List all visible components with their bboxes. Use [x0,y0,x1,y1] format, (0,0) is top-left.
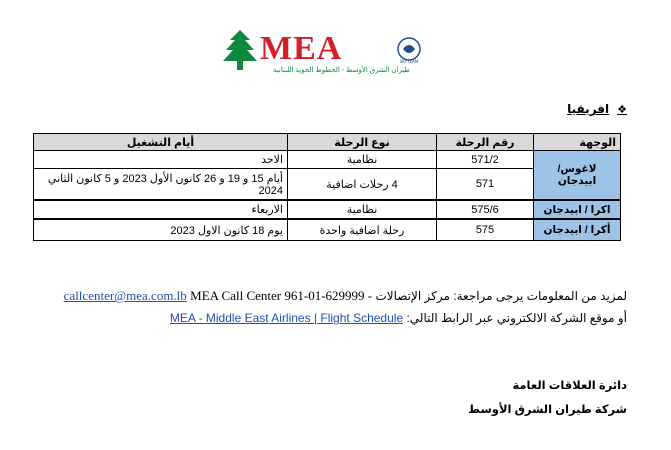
table-header-row [34,134,621,151]
destination-cell: لاغوس/ ابيدجان [534,151,621,201]
operating-days-cell: الاربعاء [34,200,288,219]
brand-wordmark: MEA [260,30,343,67]
company-name: شركة طيران الشرق الأوسط [468,404,627,416]
header-flight-type: نوع الرحلة [288,134,437,151]
table-row [34,151,621,169]
flight-type-cell: رحلة اضافية واحدة [288,219,437,241]
header-operating-days: أيام التشغيل [34,134,288,151]
contact-line [64,288,627,304]
flight-schedule-link[interactable]: MEA - Middle East Airlines | Flight Schedule [169,311,404,325]
flight-number-cell: 571/2 [437,151,534,169]
operating-days-cell: أيام 15 و 19 و 26 كانون الأول 2023 و 5 كانون الثاني 2024 [34,169,288,201]
skyteam-icon [394,34,424,64]
flight-type-cell: نظامية [288,151,437,169]
header-destination: الوجهة [534,134,621,151]
destination-cell: أكرا / ابيدجان [534,219,621,241]
mea-logo [222,28,432,76]
flight-type-cell: نظامية [288,200,437,219]
email-link[interactable]: callcenter@mea.com.lb [63,288,187,303]
website-line [170,311,627,325]
flight-type-cell: 4 رحلات اضافية [288,169,437,201]
region-heading [567,102,627,116]
flight-number-cell: 575/6 [437,200,534,219]
website-prefix: أو موقع الشركة الالكتروني عبر الرابط التالي: [406,311,627,325]
table-row [34,219,621,241]
region-label: افريقيا [567,102,610,116]
operating-days-cell: يوم 18 كانون الاول 2023 [34,219,288,241]
table-row [34,169,621,201]
table-row [34,200,621,219]
flight-number-cell: 575 [437,219,534,241]
department-name: دائرة العلاقات العامة [512,380,627,392]
flight-schedule-table [33,133,621,241]
brand-tagline: طيران الشرق الأوسط - الخطوط الجوية اللبنانية [273,67,410,74]
destination-cell: اكرا / ابيدجان [534,200,621,219]
skyteam-label: SKYTEAM [399,59,419,64]
contact-prefix: لمزيد من المعلومات يرجى مراجعة: مركز الإتصالات [375,289,627,303]
operating-days-cell: الاحد [34,151,288,169]
call-center-number: MEA Call Center 961-01-629999 - [190,288,373,303]
diamond-bullet-icon: ❖ [617,103,627,116]
header-flight-number: رقم الرحلة [437,134,534,151]
cedar-icon [222,28,258,72]
flight-number-cell: 571 [437,169,534,201]
